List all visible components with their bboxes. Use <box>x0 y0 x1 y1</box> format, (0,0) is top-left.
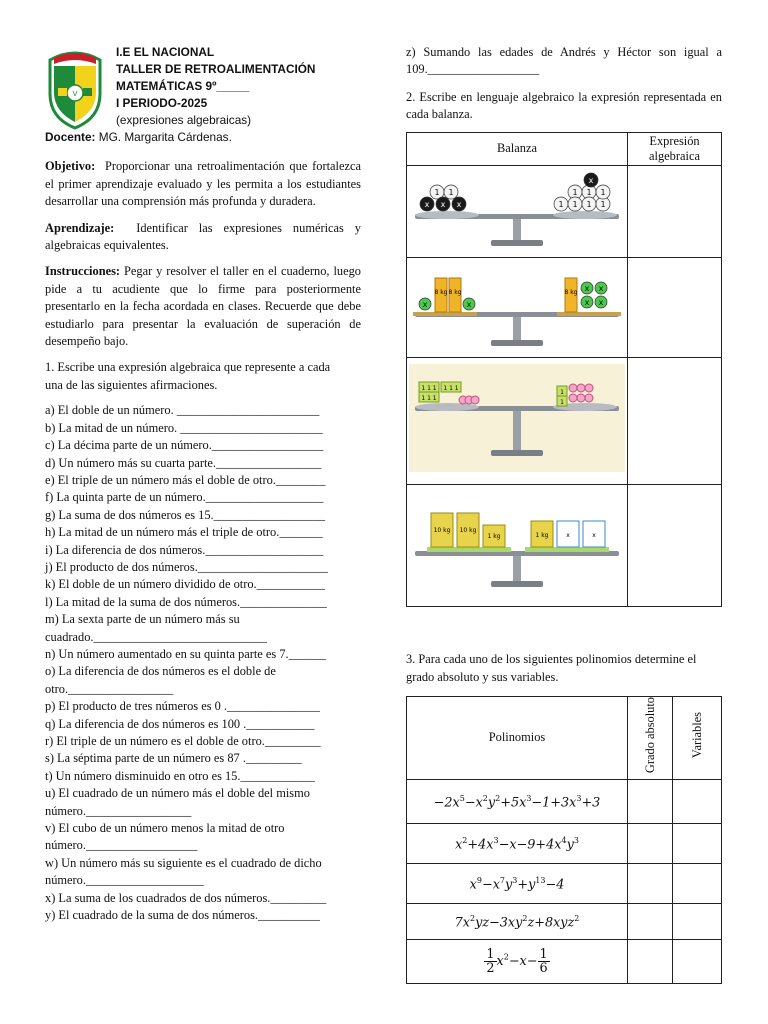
pink-ball <box>577 384 585 392</box>
scale-4-answer[interactable] <box>628 484 722 606</box>
scale-pan-left <box>427 547 511 552</box>
q1-item: c) La décima parte de un número.__________________ <box>45 438 324 453</box>
weight-label: x <box>566 531 570 539</box>
poly-2: $x^2+4x^3-x-9+4x^4y^3$ <box>407 823 628 863</box>
school-logo <box>45 48 105 130</box>
scale-ball-label: x <box>440 199 446 209</box>
q3-prompt: 3. Para cada uno de los siguientes polinomios determine el grado absoluto y sus variables. <box>406 652 697 684</box>
poly-1-vars[interactable] <box>673 779 722 823</box>
scale-pan-left <box>415 211 479 219</box>
scale-base <box>491 450 543 456</box>
scale-base <box>491 340 543 346</box>
scale-1-image <box>407 166 627 252</box>
q1-item: m) La sexta parte de un número más su cuadrado.____________________________ <box>45 612 267 644</box>
poly-4-vars[interactable] <box>673 903 722 939</box>
scale-2-answer[interactable] <box>628 258 722 358</box>
weight-label: 1 kg <box>535 531 549 539</box>
q1-item: g) La suma de dos números es 15.__________________ <box>45 507 326 522</box>
poly-1-grado[interactable] <box>628 779 673 823</box>
pink-ball <box>585 394 593 402</box>
q1-item: p) El producto de tres números es 0 ._______________ <box>45 699 320 714</box>
left-column <box>45 44 361 924</box>
q1-item: x) La suma de los cuadrados de dos números._________ <box>45 890 327 905</box>
topic-subtitle: (expresiones algebraicas) <box>116 113 252 127</box>
q1-item: j) El producto de dos números._____________________ <box>45 559 328 574</box>
scale-ball-label: 1 <box>572 199 578 209</box>
q1-item: i) La diferencia de dos números.___________________ <box>45 542 324 557</box>
scale-ball-label: 1 <box>600 199 606 209</box>
polynomial-table <box>406 696 722 983</box>
svg-text:V: V <box>72 90 78 98</box>
scale-pan-right <box>553 211 617 219</box>
pink-ball <box>569 384 577 392</box>
q1-item: v) El cubo de un número menos la mitad de otro número.__________________ <box>45 821 285 853</box>
q1-item: q) La diferencia de dos números es 100 .___________ <box>45 716 315 731</box>
scale-ball-label: 1 <box>586 199 592 209</box>
scale-pan-right <box>557 312 621 316</box>
scale-3-image <box>407 358 627 478</box>
weight-label: x <box>592 531 596 539</box>
scale-ball-label: x <box>584 284 590 294</box>
q1-item: y) El cuadrado de la suma de dos números.__________ <box>45 908 320 923</box>
objective-paragraph: Objetivo: Proporcionar una retroalimentación que fortalezca el primer aprendizaje evaluado y les permita a los estudiantes desarrollar una comprensión más profunda y duradera. <box>45 159 361 209</box>
q1-item: s) La séptima parte de un número es 87 ._________ <box>45 751 302 766</box>
unit-block-label: 1 1 1 <box>443 385 459 393</box>
col-grado: Grado absoluto <box>643 697 657 774</box>
unit-block-label: 1 1 1 <box>421 395 437 403</box>
scale-ball-label: x <box>456 199 462 209</box>
school-name: I.E EL NACIONAL <box>116 45 215 59</box>
q1-item-z: z) Sumando las edades de Andrés y Héctor son igual a 109.__________________ <box>406 45 722 77</box>
scale-1-cell <box>407 165 628 257</box>
weight-label: 1 kg <box>487 532 501 540</box>
poly-3: $x^9-x^7y^3+y^{13}-4$ <box>407 863 628 903</box>
scale-2-image <box>407 258 627 352</box>
scale-ball-label: 1 <box>434 187 440 197</box>
q1-item: o) La diferencia de dos números es el doble de otro._________________ <box>45 664 276 696</box>
scale-post <box>513 219 521 240</box>
pink-ball <box>569 394 577 402</box>
poly-4-grado[interactable] <box>628 903 673 939</box>
unit-block-label: 1 <box>560 389 564 397</box>
scale-ball-label: 1 <box>448 187 454 197</box>
scale-ball-label: 1 <box>586 187 592 197</box>
q1-item: l) La mitad de la suma de dos números.______________ <box>45 594 327 609</box>
weight-label: 10 kg <box>433 526 451 534</box>
poly-2-vars[interactable] <box>673 823 722 863</box>
poly-3-vars[interactable] <box>673 863 722 903</box>
scale-ball-label: 1 <box>572 187 578 197</box>
weight-label: 10 kg <box>459 526 477 534</box>
right-column <box>406 44 722 984</box>
scale-base <box>491 240 543 246</box>
col-variables: Variables <box>690 712 704 759</box>
poly-5: $\frac{1}{2}$ $x^2-x-$ $\frac{1}{6}$ <box>407 939 628 983</box>
balance-table <box>406 132 722 608</box>
header-block <box>116 44 361 129</box>
q1-prompt: 1. Escribe una expresión algebraica que represente a cada una de las siguientes afirmaciones. <box>45 360 331 392</box>
col-polinomios: Polinomios <box>407 697 628 779</box>
teacher-line: Docente: MG. Margarita Cárdenas. <box>45 130 232 144</box>
period-title: I PERIODO-2025 <box>116 96 208 110</box>
q1-item: d) Un número más su cuarta parte._________________ <box>45 455 322 470</box>
q1-item: b) La mitad de un número. _______________________ <box>45 420 323 435</box>
scale-ball-label: x <box>588 175 594 185</box>
subject-title: MATEMÁTICAS 9º_____ <box>116 79 250 93</box>
unit-block-label: 1 1 1 <box>421 385 437 393</box>
scale-3-cell <box>407 358 628 484</box>
q1-item: u) El cuadrado de un número más el doble del mismo número._________________ <box>45 786 310 818</box>
poly-2-grado[interactable] <box>628 823 673 863</box>
scale-ball-label: 1 <box>600 187 606 197</box>
scale-ball-label: x <box>598 298 604 308</box>
q1-item: w) Un número más su siguiente es el cuadrado de dicho número.___________________ <box>45 855 322 888</box>
q1-item: r) El triple de un número es el doble de otro._________ <box>45 734 321 748</box>
pink-ball <box>577 394 585 402</box>
q1-item: a) El doble de un número. _______________________ <box>45 403 320 418</box>
scale-ball-label: x <box>584 298 590 308</box>
poly-1: $-2x^5-x^2y^2+5x^3-1+3x^3+3$ <box>407 779 628 823</box>
weight-label: 8 kg <box>448 289 462 297</box>
instructions-paragraph: Instrucciones: Pegar y resolver el taller en el cuaderno, luego pide a tu acudiente que lo firme para posteriormente presentarlo en la fecha acordada en clases. Recuerde que debe estudiarlo para presentar la evaluación de superación de desempeño bajo. <box>45 264 361 349</box>
scale-1-answer[interactable] <box>628 165 722 257</box>
workshop-title: TALLER DE RETROALIMENTACIÓN <box>116 62 316 76</box>
scale-3-answer[interactable] <box>628 358 722 484</box>
scale-pan-right <box>525 547 609 552</box>
scale-post <box>513 317 521 340</box>
weight-label: 8 kg <box>564 289 578 297</box>
learning-paragraph: Aprendizaje: Identificar las expresiones numéricas y algebraicas equivalentes. <box>45 220 362 253</box>
scale-2-cell <box>407 258 628 358</box>
unit-block-label: 1 <box>560 399 564 407</box>
scale-ball-label: x <box>422 300 428 310</box>
q1-item: e) El triple de un número más el doble de otro.________ <box>45 472 326 487</box>
scale-ball-label: x <box>424 199 430 209</box>
weight-label: 8 kg <box>434 289 448 297</box>
poly-3-grado[interactable] <box>628 863 673 903</box>
q1-item: n) Un número aumentado en su quinta parte es 7.______ <box>45 646 326 661</box>
scale-pan-left <box>413 312 477 316</box>
q1-item: k) El doble de un número dividido de otro.___________ <box>45 577 325 592</box>
col-balanza: Balanza <box>407 132 628 165</box>
pink-ball <box>471 396 479 404</box>
pink-ball <box>585 384 593 392</box>
scale-4-cell <box>407 484 628 606</box>
q1-item: f) La quinta parte de un número.___________________ <box>45 490 324 505</box>
q1-item: h) La mitad de un número más el triple de otro._______ <box>45 525 323 540</box>
poly-5-vars[interactable] <box>673 939 722 983</box>
scale-ball-label: 1 <box>558 199 564 209</box>
q1-item: t) Un número disminuido en otro es 15.____________ <box>45 768 315 783</box>
poly-4: $7x^2yz-3xy^2z+8xyz^2$ <box>407 903 628 939</box>
poly-5-grado[interactable] <box>628 939 673 983</box>
scale-ball-label: x <box>466 300 472 310</box>
scale-post <box>513 411 521 450</box>
scale-base <box>491 581 543 587</box>
scale-4-image <box>407 485 627 601</box>
q1-list <box>45 402 361 924</box>
q2-prompt: 2. Escribe en lenguaje algebraico la expresión representada en cada balanza. <box>406 89 722 122</box>
col-expresion: Expresión algebraica <box>628 132 722 165</box>
scale-post <box>513 556 521 581</box>
scale-ball-label: x <box>598 284 604 294</box>
